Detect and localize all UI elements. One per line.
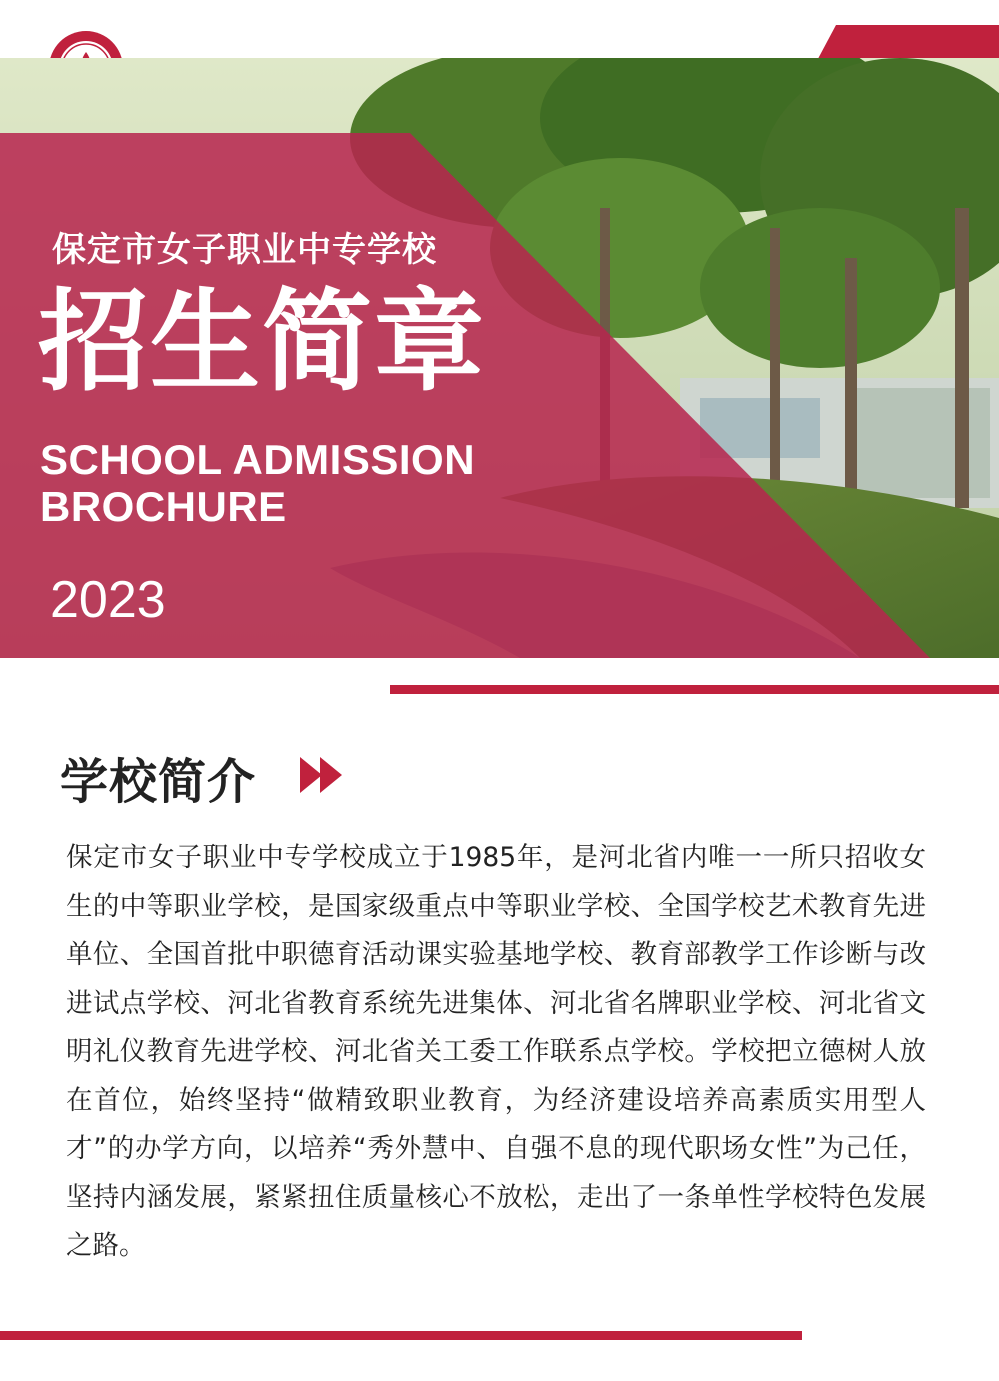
bottom-divider [0, 1331, 802, 1340]
double-chevron-right-icon [300, 755, 346, 795]
section-heading: 学校简介 [60, 754, 257, 810]
english-title-line-1: SCHOOL ADMISSION [40, 436, 476, 483]
brochure-title: 招生简章 [38, 278, 486, 406]
school-intro-text: 保定市女子职业中专学校成立于1985年，是河北省内唯一一所只招收女生的中等职业学校，是国家级重点中等职业学校、全国学校艺术教育先进单位、全国首批中职德育活动课实验基地学校、教育部教学工作诊断与改进试点学校、河北省教育系统先进集体、河北省名牌职业学校、河北省文明礼仪教育先进学校、河北省关工委工作联系点学校。学校把立德树人放在首位，始终坚持“做精致职业教育，为经济建设培养高素质实用型人才”的办学方向，以培养“秀外慧中、自强不息的现代职场女性”为己任，坚持内涵发展，紧紧扭住质量核心不放松，走出了一条单性学校特色发展之路。 [66, 842, 926, 1261]
year-label: 2023 [50, 571, 166, 629]
english-title-line-2: BROCHURE [40, 483, 287, 530]
school-name: 保定市女子职业中专学校 [52, 230, 437, 270]
